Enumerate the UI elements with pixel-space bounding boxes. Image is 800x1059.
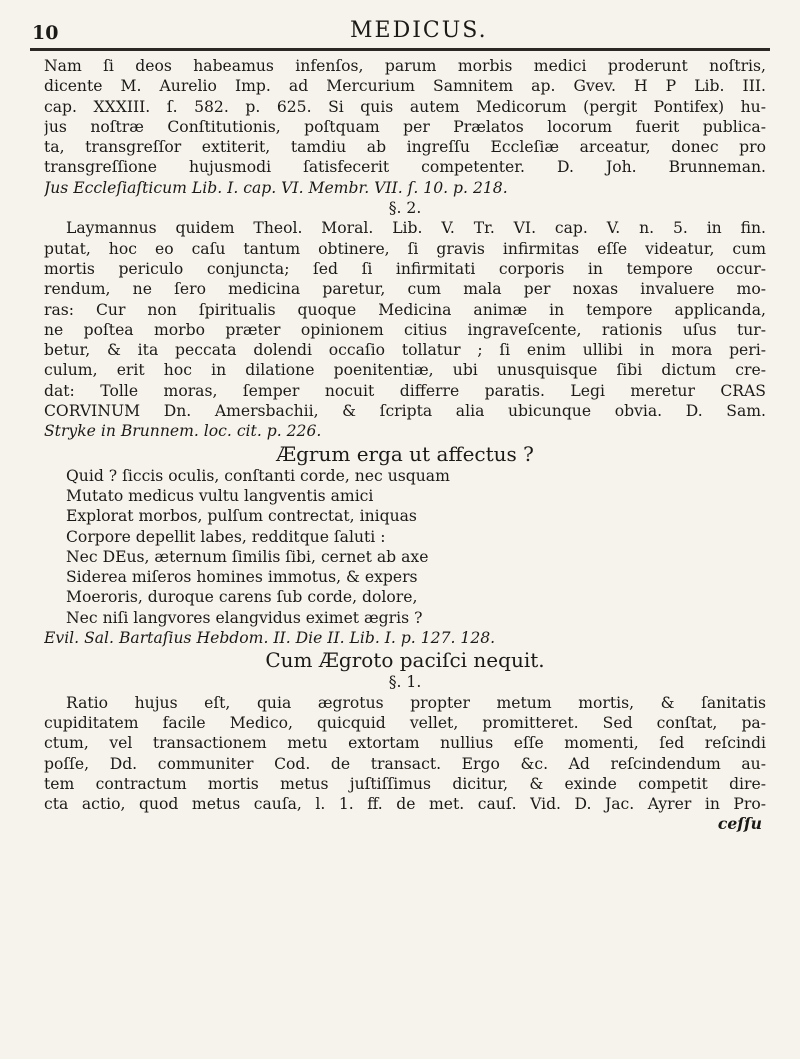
text-line: Ratio hujus eſt, quia ægrotus propter metum mortis, & ſanitatis [66, 693, 766, 712]
verse-line: Nec DEus, æternum ſimilis ſibi, cernet ab axe [66, 547, 429, 566]
text-line: tem contractum mortis metus juſtiſſimus dicitur, & exinde competit dire- [44, 774, 766, 793]
citation-line: Evil. Sal. Bartaſius Hebdom. II. Die II. Lib. I. p. 127. 128. [44, 629, 496, 648]
text-line: betur, & ita peccata dolendi occaſio tollatur ; ſi enim ullibi in mora peri- [44, 341, 766, 360]
text-line: Laymannus quidem Theol. Moral. Lib. V. Tr. VI. cap. V. n. 5. in fin. [66, 219, 766, 238]
text-line: poſſe, Dd. communiter Cod. de transact. Ergo &c. Ad reſcindendum au- [44, 754, 766, 773]
running-head: MEDICUS. [350, 18, 488, 43]
verse-line: Explorat morbos, pulſum contrectat, iniquas [66, 507, 417, 526]
verse-line: Moeroris, duroque carens ſub corde, dolore, [66, 588, 418, 607]
text-line: cta actio, quod metus cauſa, l. 1. ff. de met. cauſ. Vid. D. Jac. Ayrer in Pro- [44, 795, 766, 814]
verse-line: Siderea miſeros homines immotus, & expers [66, 568, 418, 587]
page-number: 10 [32, 22, 59, 44]
verse-line: Nec niſi langvores elangvidus eximet ægris ? [66, 608, 423, 627]
text-line: rendum, ne ſero medicina paretur, cum mala per noxas invaluere mo- [44, 280, 766, 299]
section-mark: §. 1. [388, 673, 422, 692]
text-line: dicente M. Aurelio Imp. ad Mercurium Samnitem ap. Gvev. H P Lib. III. [44, 77, 766, 96]
text-line: ta, transgreſſor extiterit, tamdiu ab ingreſſu Eccleſiæ arceatur, donec pro [44, 138, 766, 157]
text-line: ras: Cur non ſpiritualis quoque Medicina animæ in tempore applicanda, [44, 300, 766, 319]
text-line: putat, hoc eo caſu tantum obtinere, ſi gravis infirmitas eſſe videatur, cum [44, 239, 766, 258]
header-rule [30, 48, 770, 51]
page-header [30, 14, 770, 44]
text-line: transgreſſione hujusmodi ſatisfecerit competenter. D. Joh. Brunneman. [44, 158, 766, 177]
text-line: cap. XXXIII. ſ. 582. p. 625. Si quis autem Medicorum (pergit Pontifex) hu- [44, 97, 766, 116]
text-line: cupiditatem facile Medico, quicquid vellet, promitteret. Sed conſtat, pa- [44, 713, 766, 732]
section-mark: §. 2. [388, 199, 422, 218]
catchword: ceſſu [717, 814, 762, 834]
text-line: ctum, vel transactionem metu extortam nullius eſſe momenti, ſed reſcindi [44, 734, 766, 753]
text-line: dat: Tolle moras, ſemper nocuit differre paratis. Legi meretur CRAS [44, 381, 766, 400]
section-heading: Ægrum erga ut affectus ? [276, 441, 534, 466]
verse-line: Corpore depellit labes, redditque ſaluti : [66, 527, 386, 546]
verse-line: Quid ? ſiccis oculis, conſtanti corde, nec usquam [66, 466, 450, 485]
text-line: CORVINUM Dn. Amersbachii, & ſcripta alia ubicunque obvia. D. Sam. [44, 402, 766, 421]
text-body [44, 56, 766, 835]
text-line: culum, erit hoc in dilatione poenitentiæ, ubi unusquisque ſibi dictum cre- [44, 361, 766, 380]
text-line: mortis periculo conjuncta; ſed ſi infirmitati corporis in tempore occur- [44, 259, 766, 278]
citation-line: Stryke in Brunnem. loc. cit. p. 226. [44, 422, 322, 441]
text-line: jus noſtræ Conſtitutionis, poſtquam per Prælatos locorum fuerit publica- [44, 117, 766, 136]
section-heading: Cum Ægroto paciſci nequit. [265, 648, 545, 673]
verse-line: Mutato medicus vultu langventis amici [66, 486, 374, 505]
text-line: Nam ſi deos habeamus infenſos, parum morbis medici proderunt noſtris, [44, 57, 766, 75]
text-line: ne poſtea morbo præter opinionem citius ingraveſcente, rationis uſus tur- [44, 320, 766, 339]
citation-line: Jus Eccleſiaſticum Lib. I. cap. VI. Membr. VII. ſ. 10. p. 218. [44, 178, 508, 197]
